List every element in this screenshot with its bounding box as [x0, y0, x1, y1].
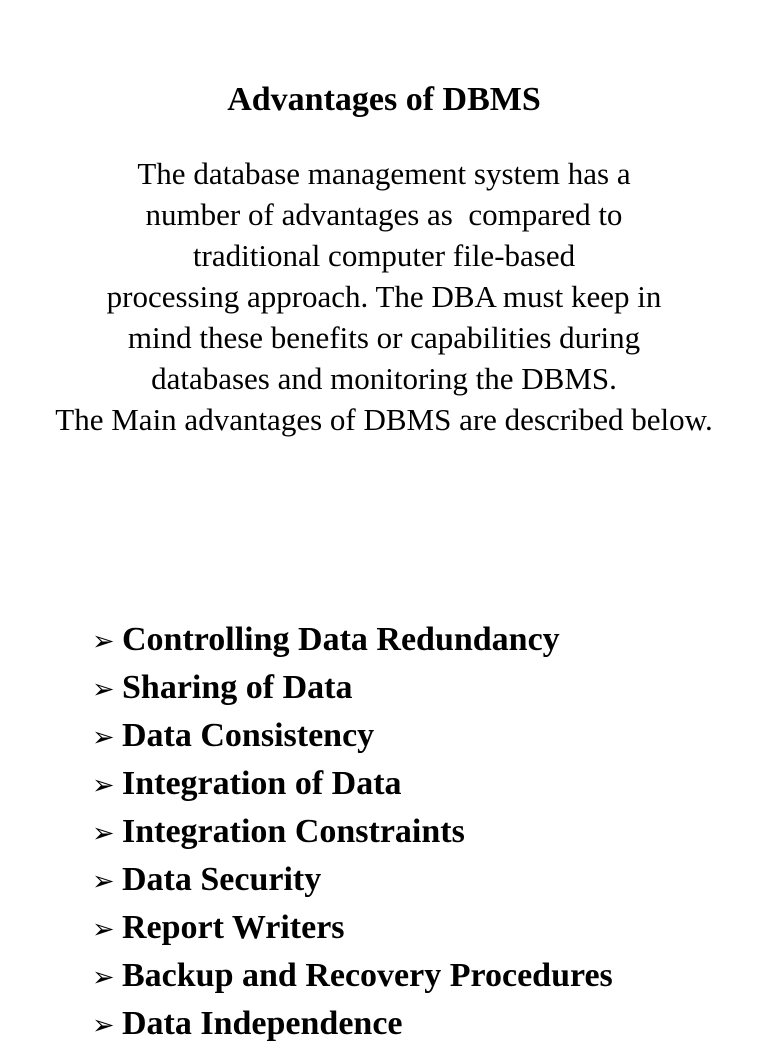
list-item-label: Integration Constraints [122, 813, 465, 850]
intro-line: processing approach. The DBA must keep in [106, 279, 662, 314]
list-item [92, 617, 613, 665]
arrowhead-bullet-icon: ➢ [92, 866, 115, 897]
intro-line: mind these benefits or capabilities during [127, 320, 641, 355]
list-item [92, 809, 613, 857]
list-item-label: Sharing of Data [122, 669, 353, 706]
arrowhead-bullet-icon: ➢ [92, 818, 115, 849]
list-item-label: Controlling Data Redundancy [122, 621, 560, 658]
intro-line: The database management system has a [137, 156, 631, 191]
intro-line: The Main advantages of DBMS are described below. [55, 402, 713, 437]
list-item-label: Data Consistency [122, 717, 375, 754]
list-item [92, 857, 613, 905]
arrowhead-bullet-icon: ➢ [92, 674, 115, 705]
list-item [92, 665, 613, 713]
list-item [92, 713, 613, 761]
arrowhead-bullet-icon: ➢ [92, 962, 115, 993]
list-item-label: Data Independence [122, 1005, 403, 1042]
list-item [92, 761, 613, 809]
arrowhead-bullet-icon: ➢ [92, 626, 115, 657]
arrowhead-bullet-icon: ➢ [92, 1010, 115, 1041]
list-item-label: Report Writers [122, 909, 345, 946]
intro-line: traditional computer file-based [192, 238, 576, 273]
page-title: Advantages of DBMS [227, 81, 541, 118]
advantages-list [92, 617, 613, 1049]
arrowhead-bullet-icon: ➢ [92, 722, 115, 753]
intro-line: number of advantages as compared to [145, 197, 623, 232]
arrowhead-bullet-icon: ➢ [92, 914, 115, 945]
list-item [92, 953, 613, 1001]
list-item [92, 1001, 613, 1049]
intro-line: databases and monitoring the DBMS. [151, 361, 617, 396]
list-item-label: Data Security [122, 861, 322, 898]
list-item-label: Integration of Data [122, 765, 402, 802]
list-item-label: Backup and Recovery Procedures [122, 957, 613, 994]
intro-paragraph [0, 153, 768, 440]
list-item [92, 905, 613, 953]
arrowhead-bullet-icon: ➢ [92, 770, 115, 801]
